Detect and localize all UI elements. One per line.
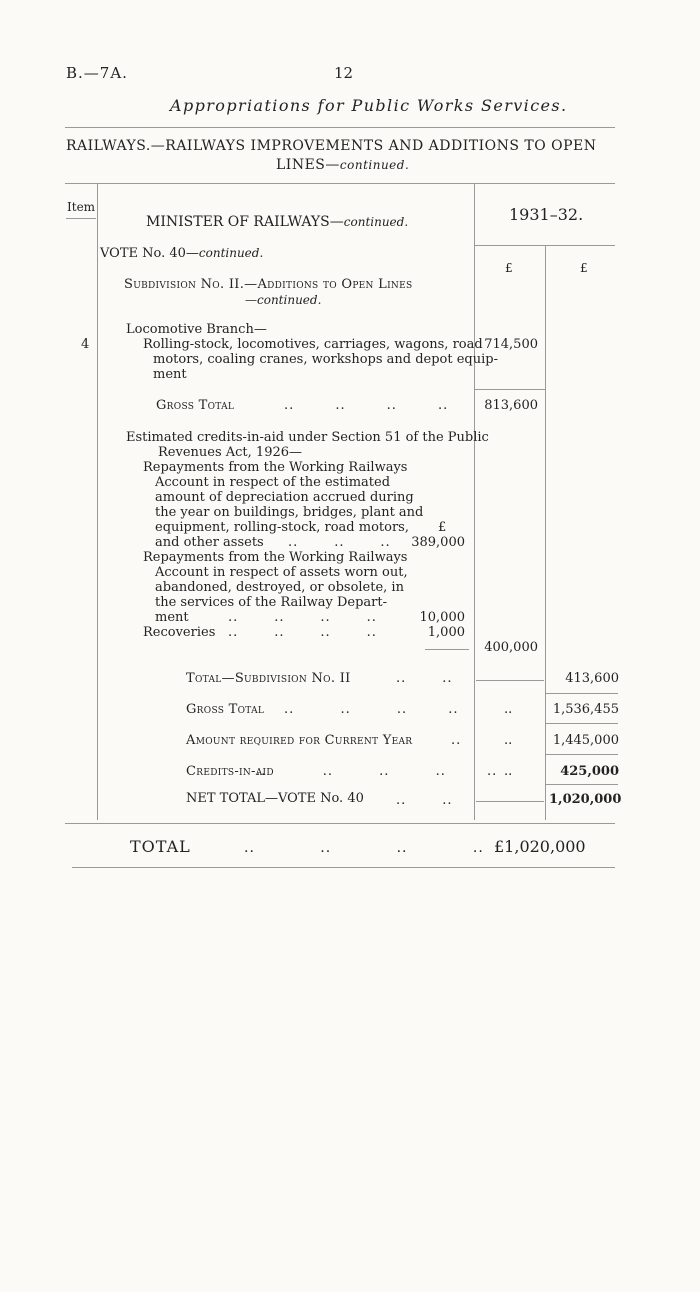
summary-mid-gross-total: .. (504, 702, 513, 717)
grand-total-label: TOTAL (130, 837, 191, 856)
repay2-line-5: ment (155, 610, 189, 625)
repay2-line-3: abandoned, destroyed, or obsolete, in (155, 580, 404, 595)
item-line-1: Rolling-stock, locomotives, carriages, wagons, road (143, 337, 483, 352)
credits-line-2: Revenues Act, 1926— (158, 445, 303, 460)
summary-amount-gross-total: 1,536,455 (552, 702, 619, 717)
credits-line-1: Estimated credits-in-aid under Section 51 of the Public (126, 430, 489, 445)
vote-heading (100, 246, 263, 261)
subtotal-rule (475, 389, 545, 390)
footer-rule (72, 867, 615, 868)
summary-amount-net-total: 1,020,000 (549, 792, 622, 807)
repay1-line-5: equipment, rolling-stock, road motors, (155, 520, 409, 535)
summary-amount-current-year: 1,445,000 (552, 733, 619, 748)
repay1-amount: 389,000 (411, 535, 465, 550)
summary-amount-credits-in-aid: 425,000 (560, 764, 619, 779)
currency-symbol-left: £ (505, 261, 513, 275)
ministry-main: MINISTER OF RAILWAYS— (146, 214, 344, 230)
summary-leaders-4: .. .. .. .. .. (256, 764, 498, 779)
repay1-line-2: Account in respect of the estimated (155, 475, 391, 490)
ministry-heading (146, 214, 408, 230)
summary-mid-rule-1 (476, 680, 544, 681)
repay2-amount: 10,000 (419, 610, 465, 625)
vote-italic: continued. (198, 246, 264, 260)
summary-label-gross-total: Gross Total (186, 702, 265, 717)
item-column-header: Item (67, 200, 96, 214)
section-title-main: LINES— (276, 157, 340, 173)
repay2-line-1: Repayments from the Working Railways (143, 550, 408, 565)
year-rule (475, 245, 615, 246)
repay1-line-4: the year on buildings, bridges, plant and (155, 505, 424, 520)
summary-mid-credits-in-aid: .. (504, 764, 513, 779)
table-bottom-rule (65, 823, 615, 824)
section-title-italic: continued. (339, 158, 410, 172)
recoveries-amount: 1,000 (427, 625, 465, 640)
summary-label-credits-in-aid: Credits-in-aid (186, 764, 274, 779)
vote-main: VOTE No. 40— (100, 246, 199, 261)
item-amount: 714,500 (484, 337, 538, 352)
document-reference: B.—7A. (66, 64, 128, 82)
inner-currency-symbol: £ (438, 520, 447, 535)
repay2-line-4: the services of the Railway Depart- (155, 595, 388, 610)
recoveries-leaders: .. .. .. .. (228, 625, 377, 640)
repay2-leaders: .. .. .. .. (228, 610, 377, 625)
subdivision-heading: Subdivision No. II.—Additions to Open Lines (124, 277, 413, 292)
repay1-line-1: Repayments from the Working Railways (143, 460, 408, 475)
page-number: 12 (334, 64, 354, 82)
repay1-leaders: .. .. .. (288, 535, 391, 550)
summary-label-net-total: NET TOTAL—VOTE No. 40 (186, 791, 364, 806)
grand-total-amount: £1,020,000 (494, 837, 586, 856)
header-rule (65, 127, 615, 128)
branch-heading: Locomotive Branch— (126, 322, 267, 337)
repay1-line-6: and other assets (155, 535, 264, 550)
year-header: 1931–32. (509, 205, 584, 224)
summary-leaders-2: .. .. .. .. (284, 702, 459, 717)
summary-leaders-1: .. .. (396, 671, 453, 686)
summary-leaders-5: .. .. (396, 793, 453, 808)
summary-right-rule-3 (546, 754, 618, 755)
summary-label-subdivision-total: Total—Subdivision No. II (186, 671, 351, 686)
gross-total-leaders: .. .. .. .. (284, 398, 449, 413)
repay1-line-3: amount of depreciation accrued during (155, 490, 414, 505)
table-top-rule (65, 183, 615, 184)
credits-total-amount: 400,000 (484, 640, 538, 655)
page-title: Appropriations for Public Works Services. (170, 96, 568, 115)
summary-mid-current-year: .. (504, 733, 513, 748)
currency-symbol-right: £ (580, 261, 588, 275)
summary-right-rule-1 (546, 693, 618, 694)
summary-label-current-year: Amount required for Current Year (186, 733, 413, 748)
section-title: RAILWAYS.—RAILWAYS IMPROVEMENTS AND ADDITIONS TO OPEN (66, 138, 597, 154)
summary-right-rule-4 (546, 784, 618, 785)
item-line-2: motors, coaling cranes, workshops and depot equip- (153, 352, 499, 367)
summary-right-rule-2 (546, 723, 618, 724)
subdivision-continued: —continued. (245, 293, 322, 307)
item-column-divider (97, 184, 98, 820)
summary-amount-subdivision-total: 413,600 (565, 671, 619, 686)
summary-leaders-3: .. (451, 733, 462, 748)
item-header-rule (66, 218, 96, 219)
recoveries-label: Recoveries (143, 625, 216, 640)
gross-total-amount: 813,600 (484, 398, 538, 413)
pound-column-divider (545, 246, 546, 820)
item-line-3: ment (153, 367, 187, 382)
grand-total-leaders: .. .. .. .. (244, 840, 484, 856)
summary-mid-rule-5 (476, 801, 544, 802)
item-number: 4 (81, 337, 90, 352)
ministry-italic: continued. (343, 215, 409, 229)
gross-total-label: Gross Total (156, 398, 235, 413)
amount-column-divider (474, 184, 475, 820)
section-title-cont (276, 157, 409, 173)
credits-sum-rule (425, 649, 469, 650)
repay2-line-2: Account in respect of assets worn out, (155, 565, 408, 580)
